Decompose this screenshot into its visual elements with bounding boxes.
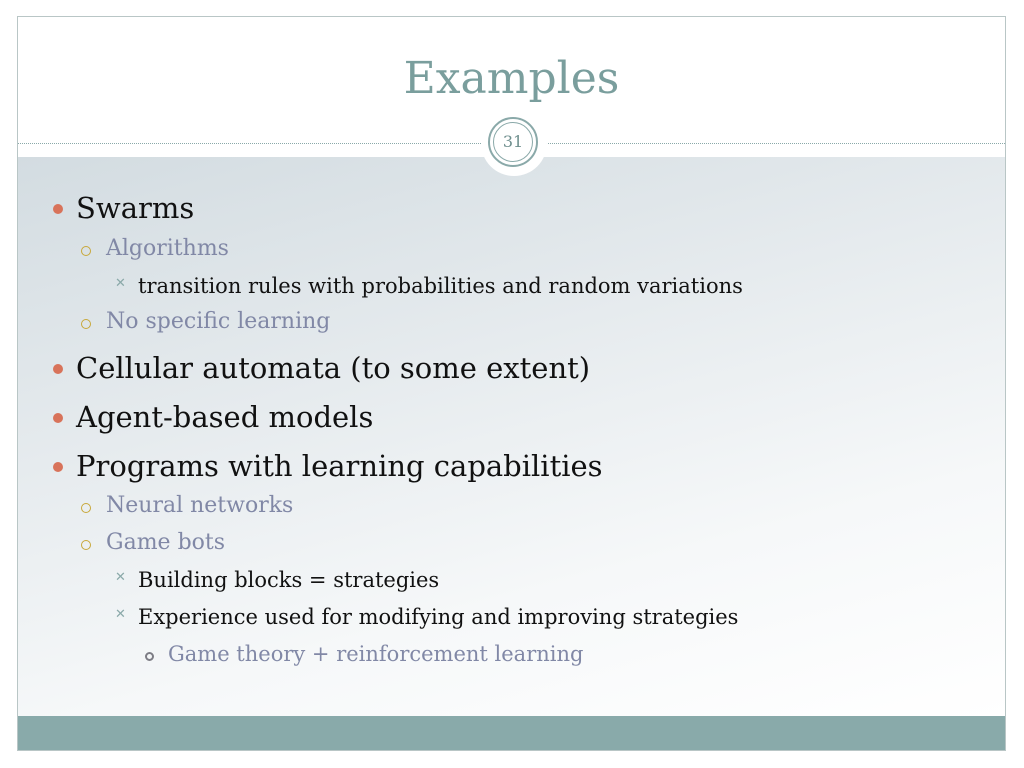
bullet-text: Agent-based models xyxy=(76,400,374,434)
bullet-item xyxy=(115,605,739,629)
bullet-text: Cellular automata (to some extent) xyxy=(76,351,591,385)
footer-bar xyxy=(18,716,1005,750)
bullet-item xyxy=(115,568,440,592)
bullet-item xyxy=(76,191,194,225)
bullet-x-icon: ✕ xyxy=(115,570,126,585)
bullet-text: Neural networks xyxy=(106,493,294,518)
bullet-text: Swarms xyxy=(76,191,195,225)
bullet-item xyxy=(106,309,330,334)
bullet-text: Algorithms xyxy=(106,236,229,261)
bullet-ring-icon xyxy=(81,319,91,329)
bullet-ring-icon xyxy=(81,540,91,550)
bullet-dot-icon xyxy=(53,204,63,214)
bullet-text: Building blocks = strategies xyxy=(138,568,440,592)
bullet-text: transition rules with probabilities and random variations xyxy=(138,274,743,298)
bullet-x-icon: ✕ xyxy=(115,607,126,622)
slide-number-badge xyxy=(488,117,538,167)
bullet-text: No specific learning xyxy=(106,309,331,334)
bullet-dot-icon xyxy=(53,462,63,472)
slide-content xyxy=(18,157,1005,717)
slide-number: 31 xyxy=(493,122,533,162)
bullet-text: Experience used for modifying and improving strategies xyxy=(138,605,739,629)
bullet-text: Game theory + reinforcement learning xyxy=(168,642,584,666)
bullet-item xyxy=(76,400,373,434)
bullet-dot-icon xyxy=(53,364,63,374)
bullet-item xyxy=(106,236,229,261)
bullet-item xyxy=(76,449,603,483)
slide xyxy=(17,16,1006,751)
bullet-text: Programs with learning capabilities xyxy=(76,449,603,483)
bullet-ring-icon xyxy=(81,246,91,256)
bullet-item xyxy=(168,642,583,666)
bullet-dot-icon xyxy=(53,413,63,423)
bullet-ring-icon xyxy=(81,503,91,513)
bullet-item xyxy=(115,274,743,298)
bullet-item xyxy=(106,493,293,518)
bullet-text: Game bots xyxy=(106,530,226,555)
bullet-item xyxy=(106,530,225,555)
slide-title: Examples xyxy=(403,53,620,104)
bullet-ring-icon xyxy=(145,652,154,661)
bullet-item xyxy=(76,351,590,385)
bullet-x-icon: ✕ xyxy=(115,276,126,291)
